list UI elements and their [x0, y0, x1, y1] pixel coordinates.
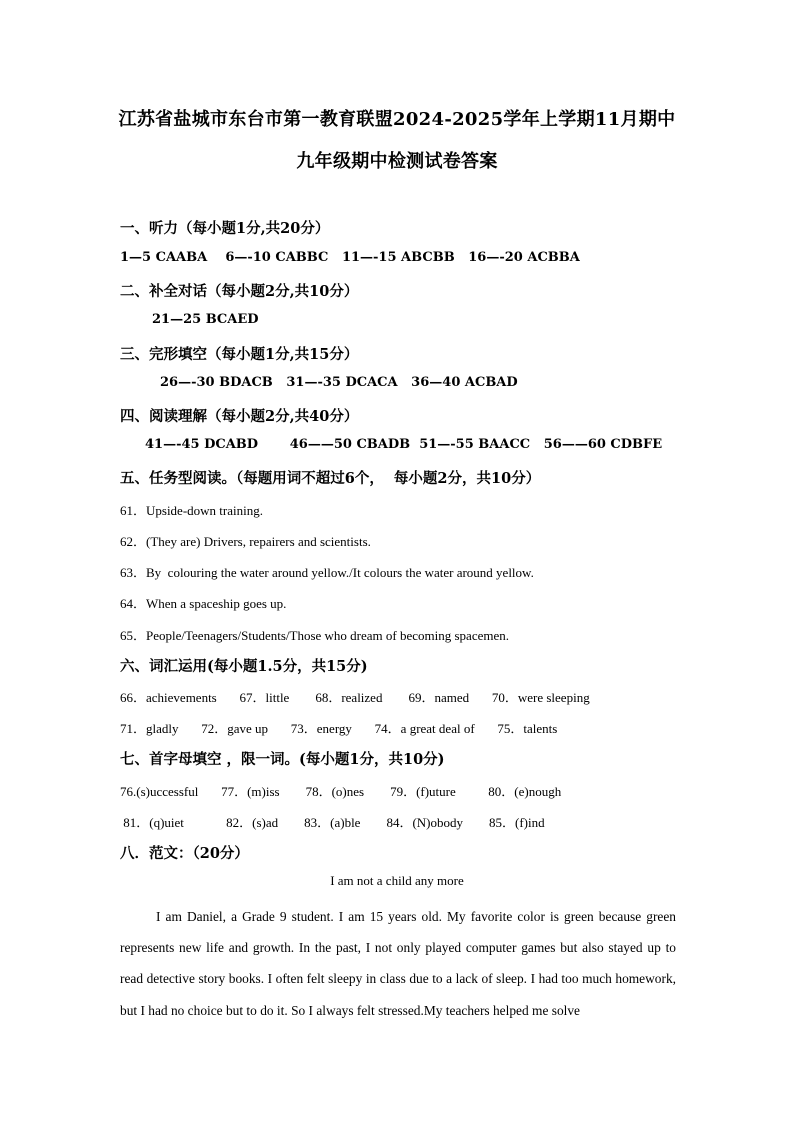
- initial-letter-answers-row-1: 76.(s)uccessful 77．(m)iss 78．(o)nes 79．(f)uture 80．(e)nough: [120, 784, 562, 799]
- section-listening-answers: 1—5 CAABA 6—-10 CABBC 11—-15 ABCBB 16—-20 ACBBA: [120, 250, 580, 265]
- section-vocabulary-heading: 六、词汇运用(每小题1.5分，共15分): [120, 658, 368, 675]
- section-listening-heading: 一、听力（每小题1分,共20分）: [120, 220, 330, 237]
- section-reading-heading: 四、阅读理解（每小题2分,共40分）: [120, 408, 359, 425]
- section-reading-answers: 41—-45 DCABD 46——50 CBADB 51—-55 BAACC 56——60 CDBFE: [145, 437, 663, 452]
- essay-body: I am Daniel, a Grade 9 student. I am 15 years old. My favorite color is green because green represents new life and growth. In the past, I not only played computer games but also stayed up to read detective story books. I often felt sleepy in class due to a lack of sleep. I had too much homework, but I had no choice but to do it. So I always felt stressed.My teachers helped me solve: [120, 909, 676, 1018]
- document-title-line-1: 江苏省盐城市东台市第一教育联盟2024-2025学年上学期11月期中: [118, 109, 676, 130]
- task-answer-62: 62．(They are) Drivers, repairers and scientists.: [120, 534, 371, 549]
- section-dialogue-answers: 21—25 BCAED: [152, 312, 259, 327]
- section-cloze-heading: 三、完形填空（每小题1分,共15分）: [120, 346, 359, 363]
- section-task-reading-heading: 五、任务型阅读。（每题用词不超过6个， 每小题2分，共10分）: [120, 470, 541, 487]
- task-answer-64: 64．When a spaceship goes up.: [120, 596, 287, 611]
- vocabulary-answers-row-1: 66．achievements 67．little 68．realized 69．named 70．were sleeping: [120, 690, 590, 705]
- section-cloze-answers: 26—-30 BDACB 31—-35 DCACA 36—40 ACBAD: [160, 375, 518, 390]
- section-dialogue-heading: 二、补全对话（每小题2分,共10分）: [120, 283, 359, 300]
- document-title-line-2: 九年级期中检测试卷答案: [296, 151, 498, 172]
- essay-title: I am not a child any more: [330, 873, 464, 888]
- task-answer-61: 61．Upside-down training.: [120, 503, 263, 518]
- initial-letter-answers-row-2: 81．(q)uiet 82．(s)ad 83．(a)ble 84．(N)obody 85．(f)ind: [120, 815, 545, 830]
- section-model-essay-heading: 八．范文：（20分）: [120, 845, 249, 862]
- section-initial-letter-heading: 七、首字母填空 ，限一词。(每小题1分，共10分): [120, 751, 445, 768]
- task-answer-65: 65．People/Teenagers/Students/Those who dream of becoming spacemen.: [120, 628, 509, 643]
- vocabulary-answers-row-2: 71．gladly 72．gave up 73．energy 74．a great deal of 75．talents: [120, 721, 558, 736]
- task-answer-63: 63．By colouring the water around yellow./It colours the water around yellow.: [120, 565, 534, 580]
